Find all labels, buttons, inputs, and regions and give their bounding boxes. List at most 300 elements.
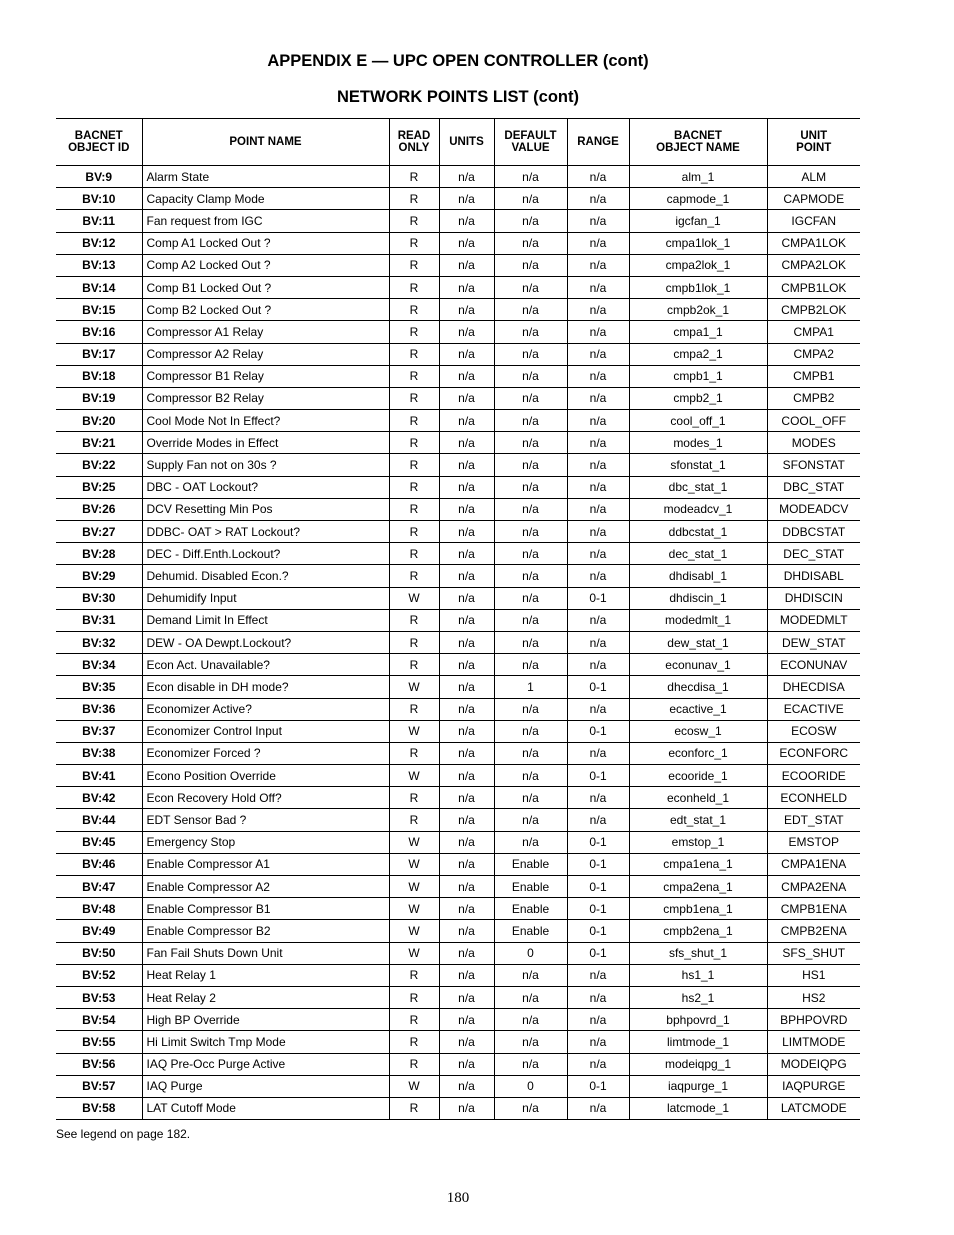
default-value-cell: n/a (494, 831, 567, 853)
units-cell: n/a (439, 765, 494, 787)
object-id-cell: BV:16 (56, 321, 142, 343)
range-cell: n/a (567, 188, 629, 210)
object-id-cell: BV:42 (56, 787, 142, 809)
unit-point-cell: MODES (767, 432, 860, 454)
read-only-cell: R (389, 410, 439, 432)
page-title: APPENDIX E — UPC OPEN CONTROLLER (cont) (267, 52, 649, 70)
read-only-cell: W (389, 720, 439, 742)
read-only-cell: W (389, 831, 439, 853)
object-name-cell: econforc_1 (629, 742, 767, 764)
column-header-units (439, 119, 494, 166)
default-value-cell: 0 (494, 942, 567, 964)
column-header-object-name (629, 119, 767, 166)
object-id-cell: BV:49 (56, 920, 142, 942)
object-id-cell: BV:32 (56, 631, 142, 653)
table-row (56, 609, 860, 631)
unit-point-cell: BPHPOVRD (767, 1009, 860, 1031)
table-row (56, 232, 860, 254)
object-name-cell: latcmode_1 (629, 1097, 767, 1119)
object-name-cell: sfonstat_1 (629, 454, 767, 476)
object-name-cell: dbc_stat_1 (629, 476, 767, 498)
point-name-cell: Capacity Clamp Mode (142, 188, 389, 210)
read-only-cell: W (389, 898, 439, 920)
unit-point-cell: CMPA1LOK (767, 232, 860, 254)
object-id-cell: BV:58 (56, 1097, 142, 1119)
object-id-cell: BV:11 (56, 210, 142, 232)
table-row (56, 365, 860, 387)
object-id-cell: BV:38 (56, 742, 142, 764)
unit-point-cell: IGCFAN (767, 210, 860, 232)
point-name-cell: Econ disable in DH mode? (142, 676, 389, 698)
unit-point-cell: CMPA1 (767, 321, 860, 343)
units-cell: n/a (439, 609, 494, 631)
point-name-cell: Dehumidify Input (142, 587, 389, 609)
read-only-cell: R (389, 432, 439, 454)
range-cell: 0-1 (567, 853, 629, 875)
point-name-cell: DBC - OAT Lockout? (142, 476, 389, 498)
units-cell: n/a (439, 1053, 494, 1075)
object-id-cell: BV:10 (56, 188, 142, 210)
range-cell: n/a (567, 166, 629, 188)
range-cell: n/a (567, 365, 629, 387)
point-name-cell: Compressor B1 Relay (142, 365, 389, 387)
column-header-line: POINT NAME (229, 136, 302, 148)
unit-point-cell: CMPA2 (767, 343, 860, 365)
read-only-cell: R (389, 276, 439, 298)
object-id-cell: BV:18 (56, 365, 142, 387)
units-cell: n/a (439, 321, 494, 343)
range-cell: n/a (567, 986, 629, 1008)
table-row (56, 986, 860, 1008)
point-name-cell: DEC - Diff.Enth.Lockout? (142, 543, 389, 565)
units-cell: n/a (439, 986, 494, 1008)
default-value-cell: n/a (494, 1009, 567, 1031)
table-row (56, 1075, 860, 1097)
read-only-cell: R (389, 521, 439, 543)
default-value-cell: n/a (494, 276, 567, 298)
column-header-line: UNIT (800, 130, 828, 142)
range-cell: n/a (567, 343, 629, 365)
object-name-cell: cmpa1lok_1 (629, 232, 767, 254)
object-id-cell: BV:29 (56, 565, 142, 587)
object-name-cell: alm_1 (629, 166, 767, 188)
point-name-cell: LAT Cutoff Mode (142, 1097, 389, 1119)
unit-point-cell: DEC_STAT (767, 543, 860, 565)
range-cell: n/a (567, 609, 629, 631)
unit-point-cell: CMPB2 (767, 387, 860, 409)
read-only-cell: W (389, 942, 439, 964)
unit-point-cell: DEW_STAT (767, 631, 860, 653)
page-number: 180 (446, 1190, 470, 1206)
read-only-cell: W (389, 765, 439, 787)
point-name-cell: Comp A1 Locked Out ? (142, 232, 389, 254)
range-cell: n/a (567, 698, 629, 720)
object-name-cell: cool_off_1 (629, 410, 767, 432)
unit-point-cell: LATCMODE (767, 1097, 860, 1119)
object-id-cell: BV:22 (56, 454, 142, 476)
object-name-cell: ecooride_1 (629, 765, 767, 787)
table-row (56, 631, 860, 653)
table-row (56, 1009, 860, 1031)
read-only-cell: R (389, 498, 439, 520)
units-cell: n/a (439, 454, 494, 476)
range-cell: 0-1 (567, 720, 629, 742)
units-cell: n/a (439, 210, 494, 232)
table-row (56, 454, 860, 476)
point-name-cell: Heat Relay 1 (142, 964, 389, 986)
default-value-cell: n/a (494, 432, 567, 454)
column-header-default-value (494, 119, 567, 166)
read-only-cell: W (389, 876, 439, 898)
column-header-range (567, 119, 629, 166)
units-cell: n/a (439, 343, 494, 365)
table-row (56, 853, 860, 875)
range-cell: n/a (567, 321, 629, 343)
column-header-line: POINT (796, 142, 832, 154)
range-cell: n/a (567, 521, 629, 543)
range-cell: n/a (567, 276, 629, 298)
unit-point-cell: EDT_STAT (767, 809, 860, 831)
column-header-line: RANGE (577, 136, 619, 148)
default-value-cell: 0 (494, 1075, 567, 1097)
point-name-cell: Economizer Control Input (142, 720, 389, 742)
read-only-cell: R (389, 809, 439, 831)
unit-point-cell: CMPB1 (767, 365, 860, 387)
table-row (56, 432, 860, 454)
default-value-cell: n/a (494, 365, 567, 387)
range-cell: n/a (567, 476, 629, 498)
object-name-cell: modes_1 (629, 432, 767, 454)
table-row (56, 676, 860, 698)
units-cell: n/a (439, 898, 494, 920)
units-cell: n/a (439, 853, 494, 875)
read-only-cell: W (389, 1075, 439, 1097)
table-row (56, 543, 860, 565)
unit-point-cell: ECONUNAV (767, 654, 860, 676)
range-cell: n/a (567, 809, 629, 831)
column-header-unit-point (767, 119, 860, 166)
default-value-cell: n/a (494, 521, 567, 543)
default-value-cell: n/a (494, 809, 567, 831)
object-name-cell: sfs_shut_1 (629, 942, 767, 964)
object-name-cell: modeiqpg_1 (629, 1053, 767, 1075)
units-cell: n/a (439, 698, 494, 720)
read-only-cell: R (389, 698, 439, 720)
default-value-cell: n/a (494, 986, 567, 1008)
range-cell: n/a (567, 631, 629, 653)
unit-point-cell: MODEADCV (767, 498, 860, 520)
range-cell: 0-1 (567, 831, 629, 853)
object-name-cell: cmpa1ena_1 (629, 853, 767, 875)
range-cell: 0-1 (567, 1075, 629, 1097)
unit-point-cell: IAQPURGE (767, 1075, 860, 1097)
point-name-cell: Fan Fail Shuts Down Unit (142, 942, 389, 964)
column-header-line: VALUE (511, 142, 550, 154)
range-cell: n/a (567, 742, 629, 764)
table-row (56, 498, 860, 520)
range-cell: 0-1 (567, 765, 629, 787)
object-name-cell: econheld_1 (629, 787, 767, 809)
default-value-cell: n/a (494, 254, 567, 276)
default-value-cell: n/a (494, 188, 567, 210)
units-cell: n/a (439, 543, 494, 565)
range-cell: n/a (567, 498, 629, 520)
object-id-cell: BV:45 (56, 831, 142, 853)
unit-point-cell: SFS_SHUT (767, 942, 860, 964)
object-name-cell: modedmlt_1 (629, 609, 767, 631)
default-value-cell: n/a (494, 1053, 567, 1075)
units-cell: n/a (439, 254, 494, 276)
units-cell: n/a (439, 587, 494, 609)
table-row (56, 210, 860, 232)
default-value-cell: n/a (494, 565, 567, 587)
table-row (56, 521, 860, 543)
default-value-cell: n/a (494, 698, 567, 720)
units-cell: n/a (439, 1097, 494, 1119)
point-name-cell: Cool Mode Not In Effect? (142, 410, 389, 432)
read-only-cell: W (389, 853, 439, 875)
object-id-cell: BV:28 (56, 543, 142, 565)
range-cell: n/a (567, 410, 629, 432)
point-name-cell: Enable Compressor B1 (142, 898, 389, 920)
range-cell: n/a (567, 1009, 629, 1031)
range-cell: 0-1 (567, 587, 629, 609)
unit-point-cell: DHECDISA (767, 676, 860, 698)
table-row (56, 720, 860, 742)
object-id-cell: BV:41 (56, 765, 142, 787)
units-cell: n/a (439, 654, 494, 676)
object-id-cell: BV:37 (56, 720, 142, 742)
default-value-cell: n/a (494, 387, 567, 409)
point-name-cell: DEW - OA Dewpt.Lockout? (142, 631, 389, 653)
units-cell: n/a (439, 964, 494, 986)
object-name-cell: cmpb2ena_1 (629, 920, 767, 942)
range-cell: 0-1 (567, 876, 629, 898)
read-only-cell: W (389, 676, 439, 698)
object-name-cell: econunav_1 (629, 654, 767, 676)
unit-point-cell: CMPA1ENA (767, 853, 860, 875)
table-row (56, 587, 860, 609)
table-row (56, 920, 860, 942)
default-value-cell: n/a (494, 964, 567, 986)
table-header-row (56, 119, 860, 166)
units-cell: n/a (439, 1031, 494, 1053)
unit-point-cell: ECOSW (767, 720, 860, 742)
table-row (56, 410, 860, 432)
default-value-cell: n/a (494, 765, 567, 787)
table-row (56, 831, 860, 853)
object-id-cell: BV:12 (56, 232, 142, 254)
object-name-cell: dhdiscin_1 (629, 587, 767, 609)
units-cell: n/a (439, 831, 494, 853)
object-name-cell: ecosw_1 (629, 720, 767, 742)
point-name-cell: DDBC- OAT > RAT Lockout? (142, 521, 389, 543)
default-value-cell: n/a (494, 299, 567, 321)
point-name-cell: Fan request from IGC (142, 210, 389, 232)
units-cell: n/a (439, 276, 494, 298)
read-only-cell: W (389, 920, 439, 942)
table-row (56, 654, 860, 676)
unit-point-cell: CMPB1LOK (767, 276, 860, 298)
read-only-cell: R (389, 609, 439, 631)
unit-point-cell: ECOORIDE (767, 765, 860, 787)
table-row (56, 188, 860, 210)
units-cell: n/a (439, 809, 494, 831)
unit-point-cell: CAPMODE (767, 188, 860, 210)
network-points-table (56, 118, 860, 1120)
object-id-cell: BV:53 (56, 986, 142, 1008)
object-name-cell: modeadcv_1 (629, 498, 767, 520)
default-value-cell: n/a (494, 476, 567, 498)
units-cell: n/a (439, 188, 494, 210)
units-cell: n/a (439, 565, 494, 587)
object-name-cell: capmode_1 (629, 188, 767, 210)
point-name-cell: Enable Compressor A2 (142, 876, 389, 898)
point-name-cell: High BP Override (142, 1009, 389, 1031)
object-id-cell: BV:54 (56, 1009, 142, 1031)
default-value-cell: n/a (494, 321, 567, 343)
object-name-cell: cmpa2lok_1 (629, 254, 767, 276)
column-header-read-only (389, 119, 439, 166)
unit-point-cell: ECONFORC (767, 742, 860, 764)
range-cell: 0-1 (567, 920, 629, 942)
point-name-cell: Emergency Stop (142, 831, 389, 853)
point-name-cell: Compressor A1 Relay (142, 321, 389, 343)
unit-point-cell: HS1 (767, 964, 860, 986)
unit-point-cell: ECACTIVE (767, 698, 860, 720)
object-id-cell: BV:50 (56, 942, 142, 964)
units-cell: n/a (439, 521, 494, 543)
read-only-cell: R (389, 365, 439, 387)
read-only-cell: R (389, 631, 439, 653)
table-row (56, 343, 860, 365)
read-only-cell: R (389, 1009, 439, 1031)
default-value-cell: n/a (494, 631, 567, 653)
unit-point-cell: MODEIQPG (767, 1053, 860, 1075)
units-cell: n/a (439, 432, 494, 454)
default-value-cell: n/a (494, 166, 567, 188)
range-cell: n/a (567, 1031, 629, 1053)
read-only-cell: R (389, 1097, 439, 1119)
object-name-cell: dhdisabl_1 (629, 565, 767, 587)
read-only-cell: R (389, 476, 439, 498)
unit-point-cell: MODEDMLT (767, 609, 860, 631)
read-only-cell: R (389, 166, 439, 188)
object-id-cell: BV:27 (56, 521, 142, 543)
default-value-cell: 1 (494, 676, 567, 698)
object-id-cell: BV:19 (56, 387, 142, 409)
object-id-cell: BV:52 (56, 964, 142, 986)
range-cell: n/a (567, 210, 629, 232)
read-only-cell: R (389, 654, 439, 676)
read-only-cell: R (389, 986, 439, 1008)
point-name-cell: Economizer Forced ? (142, 742, 389, 764)
object-name-cell: cmpb1ena_1 (629, 898, 767, 920)
units-cell: n/a (439, 1009, 494, 1031)
table-body (56, 166, 860, 1120)
table-row (56, 1053, 860, 1075)
object-id-cell: BV:47 (56, 876, 142, 898)
object-id-cell: BV:17 (56, 343, 142, 365)
point-name-cell: Comp A2 Locked Out ? (142, 254, 389, 276)
range-cell: n/a (567, 1053, 629, 1075)
table-row (56, 698, 860, 720)
object-name-cell: ddbcstat_1 (629, 521, 767, 543)
table-row (56, 387, 860, 409)
table-row (56, 787, 860, 809)
point-name-cell: Compressor A2 Relay (142, 343, 389, 365)
table-row (56, 809, 860, 831)
column-header-line: BACNET (74, 130, 123, 142)
range-cell: n/a (567, 454, 629, 476)
range-cell: 0-1 (567, 898, 629, 920)
range-cell: n/a (567, 543, 629, 565)
table-row (56, 898, 860, 920)
object-name-cell: cmpb2ok_1 (629, 299, 767, 321)
object-id-cell: BV:30 (56, 587, 142, 609)
table-row (56, 565, 860, 587)
default-value-cell: n/a (494, 498, 567, 520)
object-id-cell: BV:20 (56, 410, 142, 432)
table-row (56, 476, 860, 498)
object-name-cell: dhecdisa_1 (629, 676, 767, 698)
read-only-cell: R (389, 787, 439, 809)
unit-point-cell: DDBCSTAT (767, 521, 860, 543)
point-name-cell: Econo Position Override (142, 765, 389, 787)
object-name-cell: edt_stat_1 (629, 809, 767, 831)
object-id-cell: BV:46 (56, 853, 142, 875)
range-cell: n/a (567, 299, 629, 321)
read-only-cell: R (389, 387, 439, 409)
default-value-cell: n/a (494, 232, 567, 254)
legend-note: See legend on page 182. (56, 1127, 191, 1141)
unit-point-cell: ECONHELD (767, 787, 860, 809)
table-row (56, 299, 860, 321)
point-name-cell: Comp B2 Locked Out ? (142, 299, 389, 321)
range-cell: n/a (567, 565, 629, 587)
read-only-cell: R (389, 565, 439, 587)
default-value-cell: n/a (494, 343, 567, 365)
units-cell: n/a (439, 498, 494, 520)
units-cell: n/a (439, 1075, 494, 1097)
table-row (56, 321, 860, 343)
point-name-cell: DCV Resetting Min Pos (142, 498, 389, 520)
object-id-cell: BV:21 (56, 432, 142, 454)
point-name-cell: IAQ Pre-Occ Purge Active (142, 1053, 389, 1075)
object-id-cell: BV:14 (56, 276, 142, 298)
object-name-cell: emstop_1 (629, 831, 767, 853)
object-name-cell: hs2_1 (629, 986, 767, 1008)
object-id-cell: BV:44 (56, 809, 142, 831)
range-cell: n/a (567, 387, 629, 409)
unit-point-cell: COOL_OFF (767, 410, 860, 432)
column-header-line: OBJECT ID (68, 142, 130, 154)
object-id-cell: BV:36 (56, 698, 142, 720)
default-value-cell: n/a (494, 609, 567, 631)
column-header-line: ONLY (398, 142, 430, 154)
table-row (56, 765, 860, 787)
point-name-cell: Demand Limit In Effect (142, 609, 389, 631)
default-value-cell: Enable (494, 853, 567, 875)
point-name-cell: Enable Compressor B2 (142, 920, 389, 942)
unit-point-cell: SFONSTAT (767, 454, 860, 476)
range-cell: n/a (567, 964, 629, 986)
range-cell: n/a (567, 432, 629, 454)
read-only-cell: R (389, 1053, 439, 1075)
unit-point-cell: HS2 (767, 986, 860, 1008)
object-id-cell: BV:35 (56, 676, 142, 698)
object-name-cell: igcfan_1 (629, 210, 767, 232)
